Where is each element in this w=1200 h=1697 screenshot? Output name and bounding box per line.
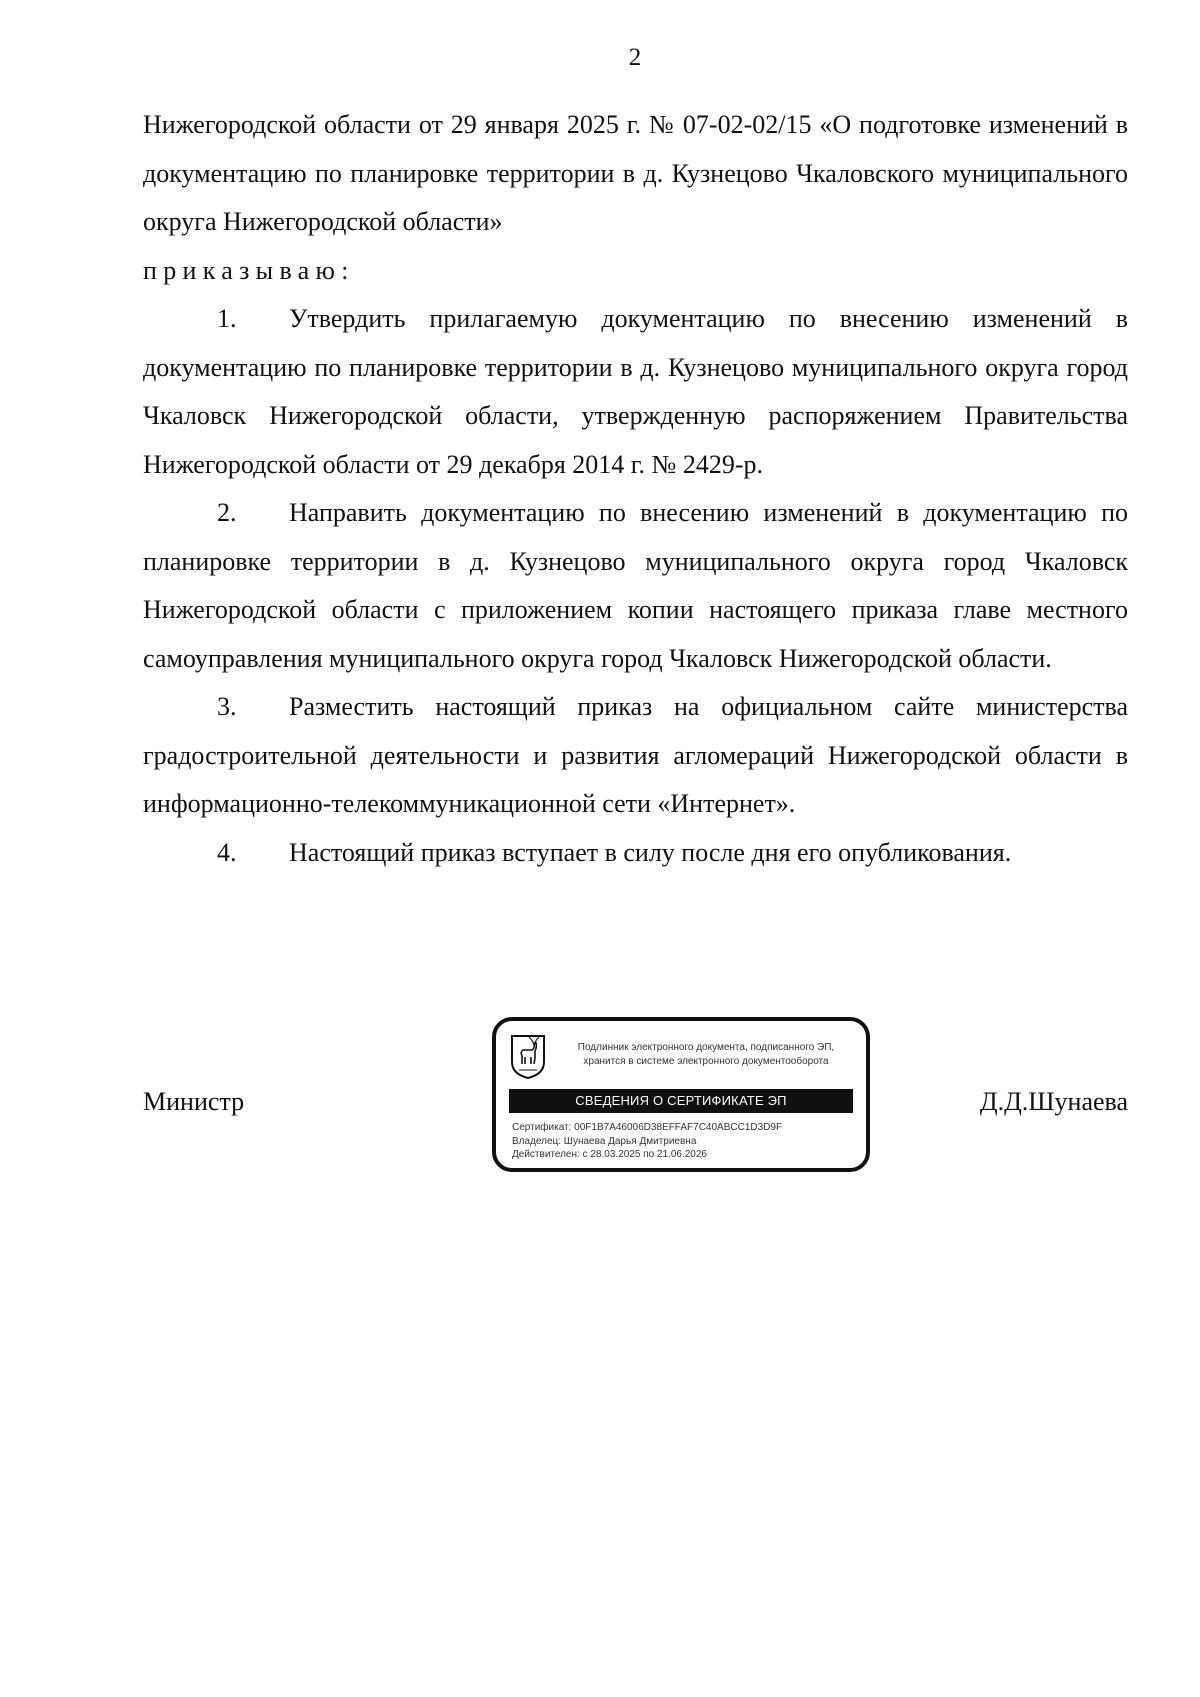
item-number: 4.	[217, 837, 237, 867]
signer-position: Министр	[143, 1087, 245, 1116]
item-text: Разместить настоящий приказ на официальном сайте министерства градостроительной деятельности и развития агломераций Нижегородской области в информационно-телекоммуникационной сети «Интернет».	[143, 692, 1128, 818]
deer-coat-of-arms-icon	[510, 1034, 546, 1080]
signer-name: Д.Д.Шунаева	[979, 1087, 1128, 1116]
intro-paragraph: Нижегородской области от 29 января 2025 г. № 07-02-02/15 «О подготовке изменений в документацию по планировке территории в д. Кузнецово Чкаловского муниципального округа Нижегородской области»	[143, 110, 1128, 236]
item-number: 3.	[217, 692, 237, 721]
document-body	[143, 101, 1128, 877]
certificate-header: СВЕДЕНИЯ О СЕРТИФИКАТЕ ЭП	[509, 1089, 853, 1113]
page-number: 2	[628, 44, 642, 71]
certificate-number: Сертификат: 00F1B7A46006D38EFFAF7C40ABCC1D3D9F	[512, 1122, 783, 1133]
stamp-note-line: Подлинник электронного документа, подписанного ЭП,	[577, 1042, 835, 1053]
stamp-note-line: хранится в системе электронного документооборота	[583, 1056, 829, 1067]
item-number: 2.	[217, 498, 237, 527]
certificate-owner: Владелец: Шунаева Дарья Дмитриевна	[512, 1135, 697, 1147]
item-text: Настоящий приказ вступает в силу после дня его опубликования.	[289, 837, 1012, 867]
electronic-signature-stamp	[492, 1017, 870, 1172]
item-text: Утвердить прилагаемую документацию по внесению изменений в документацию по планировке территории в д. Кузнецово муниципального округа город Чкаловск Нижегородской области, утвержденную распоряжением Правительства Нижегородской области от 29 декабря 2014 г. № 2429-р.	[143, 304, 1128, 479]
list-item	[143, 489, 1128, 683]
list-item	[143, 295, 1128, 489]
item-text: Направить документацию по внесению изменений в документацию по планировке территории в д. Кузнецово муниципального округа город Чкаловск Нижегородской области с приложением копии настоящего приказа главе местного самоуправления муниципального округа город Чкаловск Нижегородской области.	[143, 498, 1128, 673]
list-item	[143, 829, 1128, 878]
order-word: приказываю:	[143, 255, 355, 285]
certificate-validity: Действителен: с 28.03.2025 по 21.06.2026	[512, 1149, 707, 1160]
item-number: 1.	[217, 304, 237, 333]
list-item	[143, 683, 1128, 829]
stamp-note	[556, 1041, 856, 1069]
certificate-details	[512, 1121, 782, 1162]
